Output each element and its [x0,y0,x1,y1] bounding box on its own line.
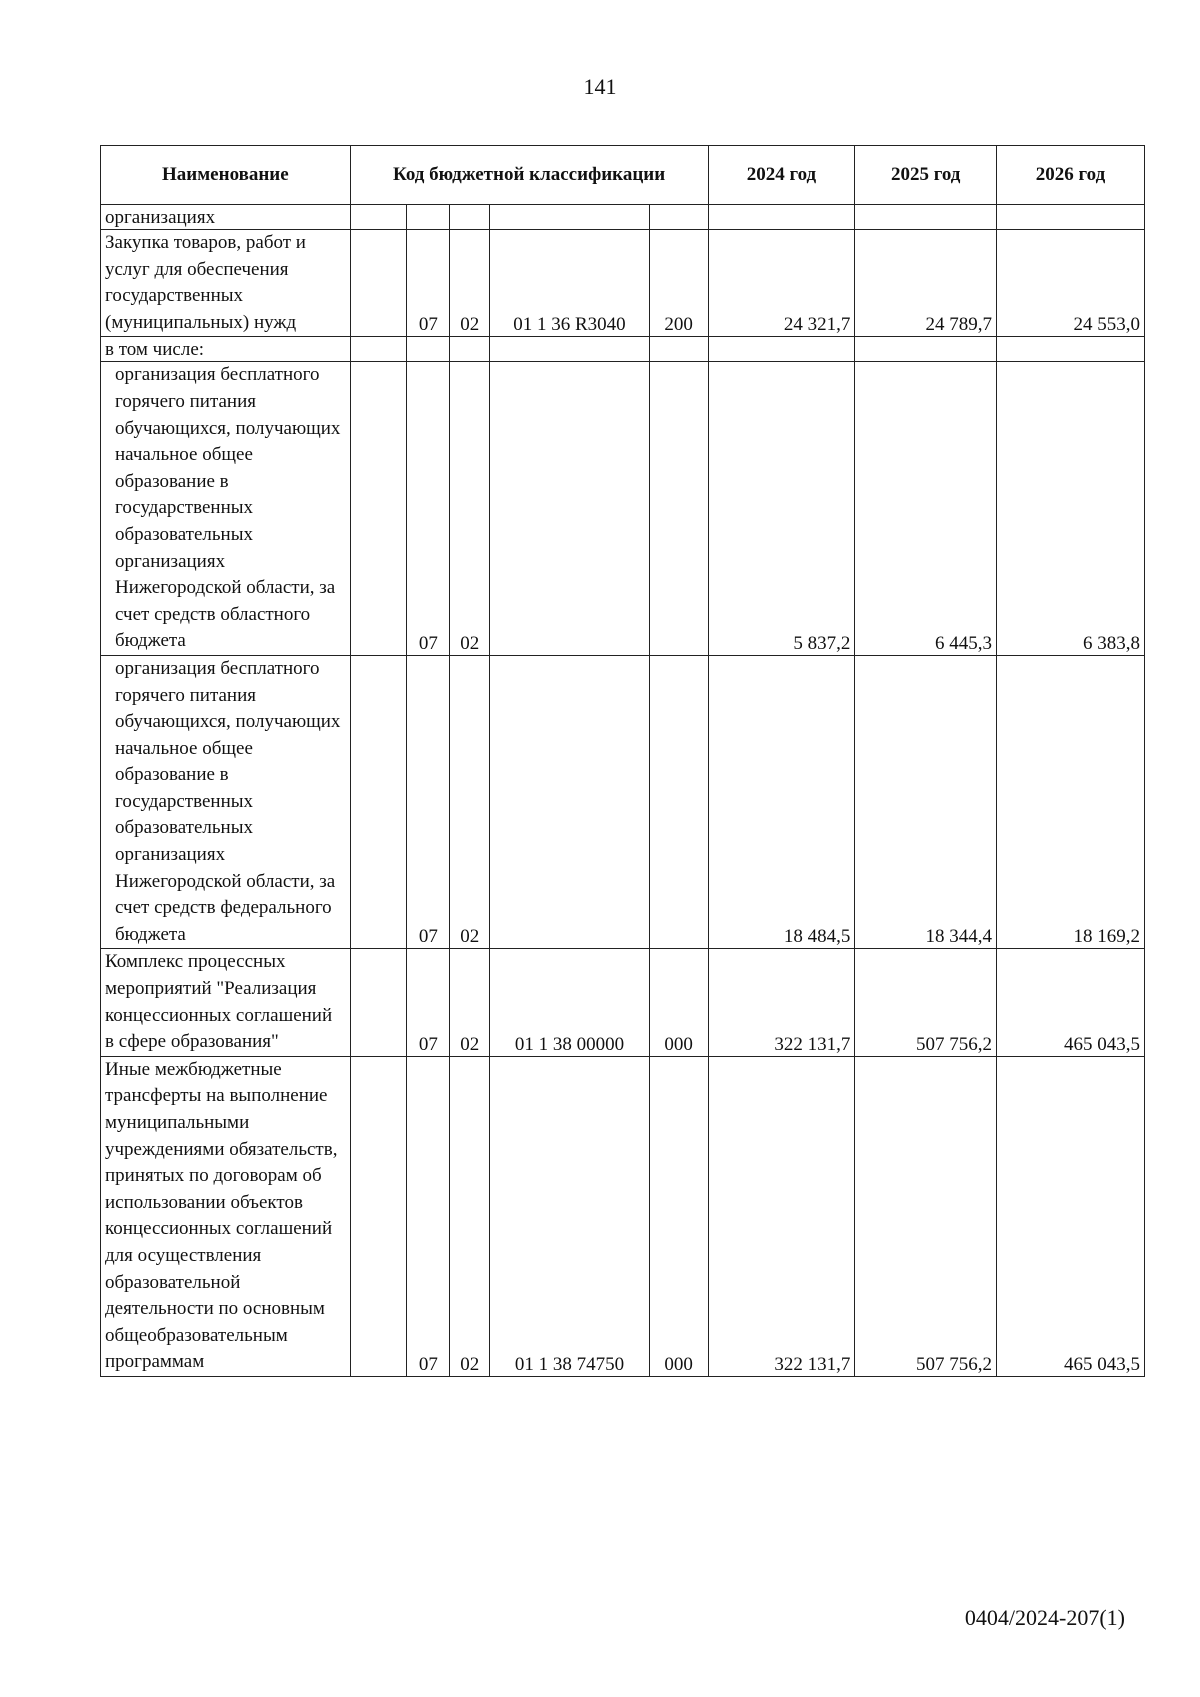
row-section: 07 [407,230,450,337]
row-subsection: 02 [450,362,490,656]
row-2024: 18 484,5 [708,655,855,949]
row-subsection [450,205,490,230]
row-type [649,655,708,949]
row-section [407,337,450,362]
budget-table [100,145,1145,1377]
row-target: 01 1 36 R3040 [490,230,649,337]
row-type [649,337,708,362]
row-chapter [350,949,407,1056]
row-name: в том числе: [101,337,351,362]
page-number: 141 [583,74,617,99]
row-name: организациях [101,205,351,230]
row-2025: 507 756,2 [855,1056,997,1376]
row-chapter [350,362,407,656]
row-name: Закупка товаров, работ и услуг для обеспечения государственных (муниципальных) нужд [101,230,351,337]
row-target [490,337,649,362]
row-subsection: 02 [450,655,490,949]
row-target: 01 1 38 74750 [490,1056,649,1376]
row-name: Комплекс процессных мероприятий "Реализация концессионных соглашений в сфере образования" [101,949,351,1056]
row-2024: 322 131,7 [708,949,855,1056]
row-section [407,205,450,230]
row-chapter [350,655,407,949]
row-type: 200 [649,230,708,337]
row-target [490,205,649,230]
row-subsection: 02 [450,1056,490,1376]
row-2026 [997,337,1145,362]
table-row [101,1056,1145,1376]
table-row [101,362,1145,656]
row-2026 [997,205,1145,230]
header-code: Код бюджетной классификации [350,146,708,205]
row-subsection [450,337,490,362]
row-2026: 24 553,0 [997,230,1145,337]
row-subsection: 02 [450,230,490,337]
header-2025: 2025 год [855,146,997,205]
row-chapter [350,205,407,230]
row-chapter [350,1056,407,1376]
row-2025: 24 789,7 [855,230,997,337]
row-name: организация бесплатного горячего питания обучающихся, получающих начальное общее образование в государственных образовательных организациях Нижегородской области, за счет средств областного бюджета [101,362,351,656]
row-type: 000 [649,1056,708,1376]
row-2025: 6 445,3 [855,362,997,656]
row-chapter [350,337,407,362]
row-section: 07 [407,655,450,949]
row-2026: 18 169,2 [997,655,1145,949]
row-section: 07 [407,362,450,656]
row-section: 07 [407,1056,450,1376]
header-name: Наименование [101,146,351,205]
table-row [101,205,1145,230]
row-2026: 465 043,5 [997,949,1145,1056]
table-row [101,949,1145,1056]
row-type [649,205,708,230]
row-target [490,362,649,656]
row-2025: 507 756,2 [855,949,997,1056]
row-2024 [708,337,855,362]
table-row [101,337,1145,362]
row-2025 [855,205,997,230]
row-type [649,362,708,656]
row-type: 000 [649,949,708,1056]
row-2026: 6 383,8 [997,362,1145,656]
document-code: 0404/2024-207(1) [964,1605,1125,1630]
row-2025 [855,337,997,362]
table-row [101,230,1145,337]
row-name: организация бесплатного горячего питания обучающихся, получающих начальное общее образование в государственных образовательных организациях Нижегородской области, за счет средств федерального бюджета [101,655,351,949]
row-2025: 18 344,4 [855,655,997,949]
row-chapter [350,230,407,337]
table-row [101,655,1145,949]
row-target [490,655,649,949]
header-2026: 2026 год [997,146,1145,205]
row-2024 [708,205,855,230]
row-section: 07 [407,949,450,1056]
table-header-row [101,146,1145,205]
row-target: 01 1 38 00000 [490,949,649,1056]
row-2024: 322 131,7 [708,1056,855,1376]
row-subsection: 02 [450,949,490,1056]
row-name: Иные межбюджетные трансферты на выполнение муниципальными учреждениями обязательств, принятых по договорам об использовании объектов концессионных соглашений для осуществления образовательной деятельности по основным общеобразовательным программам [101,1056,351,1376]
row-2024: 5 837,2 [708,362,855,656]
header-2024: 2024 год [708,146,855,205]
row-2026: 465 043,5 [997,1056,1145,1376]
row-2024: 24 321,7 [708,230,855,337]
